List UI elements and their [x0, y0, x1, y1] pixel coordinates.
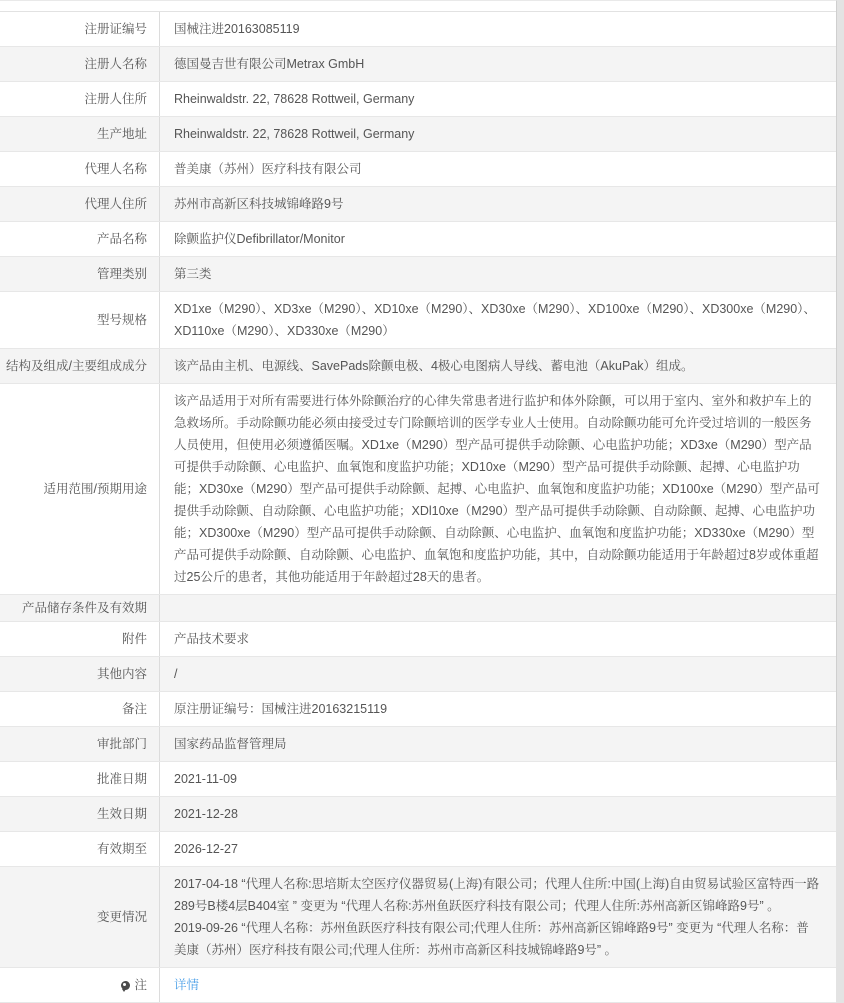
field-label-text: 管理类别 — [96, 267, 147, 281]
value-line: 2017-04-18 “代理人名称:思培斯太空医疗仪器贸易(上海)有限公司；代理人住所:中国(上海)自由贸易试验区富特西一路289号B楼4层B404室 ” 变更为 “代理人名称:苏州鱼跃医疗科技有限公司；代理人住所:苏州高新区锦峰路9号” 。 — [174, 877, 820, 913]
table-row — [0, 12, 836, 47]
field-label — [0, 595, 160, 621]
field-label-text: 代理人名称 — [84, 162, 147, 176]
field-value: 该产品由主机、电源线、SavePads除颤电极、4极心电图病人导线、蓄电池（AkuPak）组成。 — [174, 359, 694, 373]
field-value: 第三类 — [174, 267, 212, 281]
field-value: 2026-12-27 — [174, 842, 238, 856]
field-label — [0, 692, 160, 726]
field-label — [0, 152, 160, 186]
field-value: 苏州市高新区科技城锦峰路9号 — [174, 197, 344, 211]
field-label-text: 产品名称 — [96, 232, 147, 246]
field-label — [0, 12, 160, 46]
field-value: 德国曼吉世有限公司Metrax GmbH — [174, 57, 365, 71]
field-label — [0, 117, 160, 151]
table-row — [0, 349, 836, 384]
field-label-text: 结构及组成/主要组成成分 — [6, 359, 147, 373]
field-value — [160, 602, 836, 614]
field-value: 该产品适用于对所有需要进行体外除颤治疗的心律失常患者进行监护和体外除颤，可以用于室内、室外和救护车上的急救场所。手动除颤功能必须由接受过专门除颤培训的医学专业人士使用。自动除颤功能可允许受过培训的一般医务人员使用，但使用必须遵循医嘱。XD1xe（M290）型产品可提供手动除颤、心电监护功能；XD3xe（M290）型产品可提供手动除颤、心电监护、血氧饱和度监护功能；XD10xe（M290）型产品可提供手动除颤、起搏、心电监护功能；XD30xe（M290）型产品可提供手动除颤、起搏、心电监护、血氧饱和度监护功能；XD100xe（M290）型产品可提供手动除颤、自动除颤、心电监护功能；XDl10xe（M290）型产品可提供手动除颤、自动除颤、起搏、心电监护功能；XD300xe（M290）型产品可提供手动除颤、自动除颤、心电监护、血氧饱和度监护功能；XD330xe（M290）型产品可提供手动除颤、自动除颤、心电监护、血氧饱和度监护功能，其中，自动除颤功能适用于年龄超过8岁或体重超过25公斤的患者，其他功能适用于年龄超过28天的患者。 — [174, 394, 820, 584]
field-label-text: 有效期至 — [96, 842, 147, 856]
field-label — [0, 349, 160, 383]
field-value: 国家药品监督管理局 — [174, 737, 287, 751]
field-label-text: 注册人名称 — [84, 57, 147, 71]
field-label — [0, 257, 160, 291]
field-label-text: 注册证编号 — [84, 22, 147, 36]
field-label-text: 注册人住所 — [84, 92, 147, 106]
field-label-text: 变更情况 — [96, 910, 147, 924]
field-label — [0, 222, 160, 256]
field-value: 普美康（苏州）医疗科技有限公司 — [174, 162, 362, 176]
field-value: 2021-11-09 — [174, 772, 238, 786]
table-row — [0, 222, 836, 257]
field-label-text: 审批部门 — [96, 737, 147, 751]
field-label-text: 附件 — [121, 632, 147, 646]
field-label — [0, 968, 160, 1002]
field-label-text: 生产地址 — [96, 127, 147, 141]
registration-table — [0, 11, 836, 1003]
table-row — [0, 762, 836, 797]
field-label — [0, 384, 160, 594]
table-row — [0, 82, 836, 117]
field-label — [0, 762, 160, 796]
table-row — [0, 117, 836, 152]
table-row — [0, 257, 836, 292]
table-row — [0, 867, 836, 968]
field-label — [0, 797, 160, 831]
field-label — [0, 832, 160, 866]
note-pin-icon — [121, 981, 130, 990]
field-label-text: 适用范围/预期用途 — [43, 482, 147, 496]
field-label — [0, 727, 160, 761]
detail-link[interactable]: 详情 — [174, 978, 200, 992]
table-row — [0, 187, 836, 222]
field-label-text: 注 — [134, 978, 147, 992]
field-label — [0, 657, 160, 691]
field-label — [0, 867, 160, 967]
table-row — [0, 622, 836, 657]
field-value: / — [174, 667, 178, 681]
field-value: XD1xe（M290）、XD3xe（M290）、XD10xe（M290）、XD30xe（M290）、XD100xe（M290）、XD300xe（M290）、XD110xe（M290）、XD330xe（M290） — [174, 302, 816, 338]
field-label — [0, 622, 160, 656]
field-value: Rheinwaldstr. 22, 78628 Rottweil, Germany — [174, 127, 415, 141]
field-label-text: 生效日期 — [96, 807, 147, 821]
field-label-text: 其他内容 — [96, 667, 147, 681]
field-label-text: 型号规格 — [96, 313, 147, 327]
table-row — [0, 384, 836, 595]
table-row — [0, 968, 836, 1003]
table-row — [0, 657, 836, 692]
field-value: 除颤监护仪Defibrillator/Monitor — [174, 232, 345, 246]
table-row — [0, 47, 836, 82]
table-row — [0, 832, 836, 867]
field-label — [0, 292, 160, 348]
table-row — [0, 152, 836, 187]
field-label — [0, 47, 160, 81]
field-label-text: 备注 — [121, 702, 147, 716]
value-line: 2019-09-26 “代理人名称：苏州鱼跃医疗科技有限公司;代理人住所：苏州高新区锦峰路9号” 变更为 “代理人名称：普美康（苏州）医疗科技有限公司;代理人住所：苏州市高新区科技城锦峰路9号” 。 — [174, 921, 809, 957]
field-value: 国械注进20163085119 — [174, 22, 300, 36]
field-value: 2021-12-28 — [174, 807, 238, 821]
table-row — [0, 692, 836, 727]
table-row — [0, 797, 836, 832]
field-label-text: 产品储存条件及有效期 — [21, 601, 147, 615]
table-row — [0, 727, 836, 762]
field-label — [0, 82, 160, 116]
field-value — [160, 968, 836, 1002]
field-value: 原注册证编号：国械注进20163215119 — [174, 702, 388, 716]
field-label-text: 代理人住所 — [84, 197, 147, 211]
field-label-text: 批准日期 — [96, 772, 147, 786]
field-value: Rheinwaldstr. 22, 78628 Rottweil, Germany — [174, 92, 415, 106]
field-value — [160, 867, 836, 967]
table-row — [0, 595, 836, 622]
table-row — [0, 292, 836, 349]
field-value: 产品技术要求 — [174, 632, 250, 646]
field-label — [0, 187, 160, 221]
